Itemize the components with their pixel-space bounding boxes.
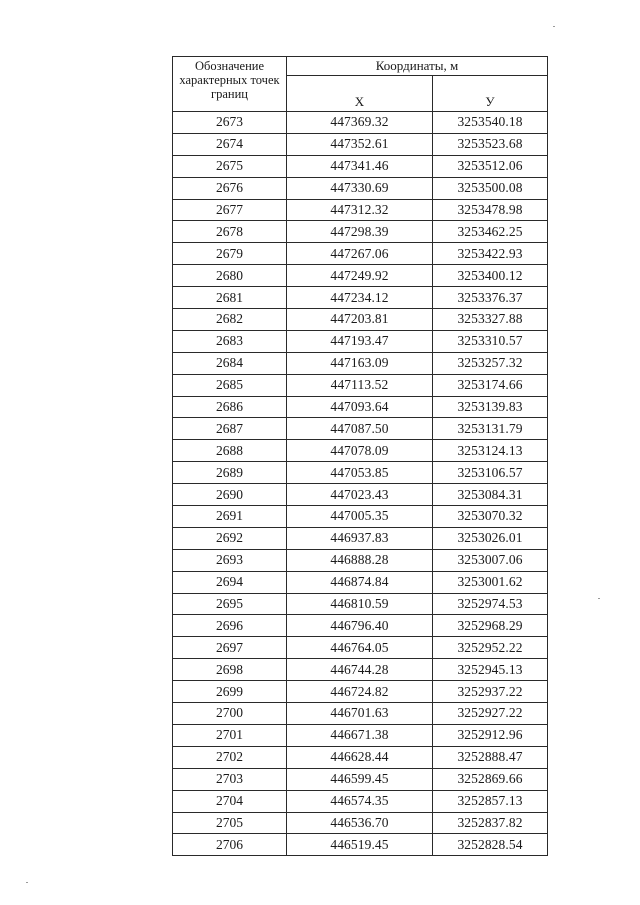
y-coordinate-cell: 3253139.83 [433, 396, 548, 418]
x-coordinate-cell: 446874.84 [287, 571, 433, 593]
point-id-cell: 2697 [173, 637, 287, 659]
point-id-cell: 2685 [173, 374, 287, 396]
table-row [173, 812, 548, 834]
table-row [173, 309, 548, 331]
y-coordinate-cell: 3253174.66 [433, 374, 548, 396]
table-row [173, 462, 548, 484]
point-id-cell: 2691 [173, 506, 287, 528]
table-row [173, 265, 548, 287]
point-id-cell: 2706 [173, 834, 287, 856]
point-id-cell: 2702 [173, 746, 287, 768]
table-row [173, 484, 548, 506]
x-coordinate-cell: 446599.45 [287, 768, 433, 790]
point-id-cell: 2704 [173, 790, 287, 812]
scan-speck [553, 26, 555, 27]
y-coordinate-cell: 3253070.32 [433, 506, 548, 528]
table-row [173, 418, 548, 440]
scan-speck [26, 882, 28, 883]
y-coordinate-cell: 3252828.54 [433, 834, 548, 856]
x-coordinate-cell: 446744.28 [287, 659, 433, 681]
table-row [173, 396, 548, 418]
point-id-cell: 2689 [173, 462, 287, 484]
y-coordinate-cell: 3253124.13 [433, 440, 548, 462]
x-coordinate-cell: 446764.05 [287, 637, 433, 659]
table-row [173, 374, 548, 396]
point-id-cell: 2696 [173, 615, 287, 637]
x-coordinate-cell: 447163.09 [287, 352, 433, 374]
table-row [173, 790, 548, 812]
x-coordinate-cell: 446574.35 [287, 790, 433, 812]
x-coordinate-cell: 447330.69 [287, 177, 433, 199]
y-coordinate-cell: 3253106.57 [433, 462, 548, 484]
x-coordinate-cell: 447341.46 [287, 155, 433, 177]
x-coordinate-cell: 447203.81 [287, 309, 433, 331]
x-coordinate-cell: 446519.45 [287, 834, 433, 856]
x-coordinate-cell: 446701.63 [287, 703, 433, 725]
point-id-cell: 2705 [173, 812, 287, 834]
y-coordinate-cell: 3252937.22 [433, 681, 548, 703]
point-id-cell: 2674 [173, 133, 287, 155]
y-coordinate-cell: 3253131.79 [433, 418, 548, 440]
point-id-cell: 2700 [173, 703, 287, 725]
x-coordinate-cell: 446671.38 [287, 724, 433, 746]
y-coordinate-cell: 3252888.47 [433, 746, 548, 768]
y-coordinate-cell: 3252927.22 [433, 703, 548, 725]
point-id-cell: 2695 [173, 593, 287, 615]
table-row [173, 724, 548, 746]
x-coordinate-cell: 447352.61 [287, 133, 433, 155]
y-coordinate-cell: 3253007.06 [433, 549, 548, 571]
table-row [173, 593, 548, 615]
table-row [173, 440, 548, 462]
y-coordinate-cell: 3253512.06 [433, 155, 548, 177]
table-row [173, 659, 548, 681]
x-coordinate-cell: 447249.92 [287, 265, 433, 287]
x-coordinate-cell: 447234.12 [287, 287, 433, 309]
y-coordinate-cell: 3252952.22 [433, 637, 548, 659]
y-coordinate-cell: 3252945.13 [433, 659, 548, 681]
point-id-cell: 2701 [173, 724, 287, 746]
x-coordinate-cell: 446536.70 [287, 812, 433, 834]
x-coordinate-cell: 447267.06 [287, 243, 433, 265]
x-coordinate-cell: 447093.64 [287, 396, 433, 418]
point-id-cell: 2684 [173, 352, 287, 374]
table-row [173, 330, 548, 352]
y-coordinate-cell: 3252869.66 [433, 768, 548, 790]
y-coordinate-cell: 3253001.62 [433, 571, 548, 593]
table-row [173, 571, 548, 593]
x-coordinate-cell: 447023.43 [287, 484, 433, 506]
y-coordinate-cell: 3253462.25 [433, 221, 548, 243]
y-coordinate-cell: 3252857.13 [433, 790, 548, 812]
point-id-cell: 2699 [173, 681, 287, 703]
table-row [173, 352, 548, 374]
point-id-cell: 2677 [173, 199, 287, 221]
y-coordinate-cell: 3253500.08 [433, 177, 548, 199]
x-coordinate-cell: 446628.44 [287, 746, 433, 768]
table-row [173, 287, 548, 309]
point-id-cell: 2676 [173, 177, 287, 199]
table-row [173, 199, 548, 221]
y-coordinate-cell: 3253257.32 [433, 352, 548, 374]
y-coordinate-cell: 3253310.57 [433, 330, 548, 352]
point-id-cell: 2694 [173, 571, 287, 593]
point-id-cell: 2688 [173, 440, 287, 462]
x-coordinate-cell: 446810.59 [287, 593, 433, 615]
point-id-cell: 2690 [173, 484, 287, 506]
point-id-cell: 2679 [173, 243, 287, 265]
y-coordinate-cell: 3253376.37 [433, 287, 548, 309]
x-coordinate-cell: 447005.35 [287, 506, 433, 528]
y-coordinate-cell: 3252974.53 [433, 593, 548, 615]
x-coordinate-cell: 447193.47 [287, 330, 433, 352]
point-id-cell: 2703 [173, 768, 287, 790]
y-coordinate-cell: 3252968.29 [433, 615, 548, 637]
y-coordinate-cell: 3252837.82 [433, 812, 548, 834]
header-point-designation: Обозначение характерных точек границ [173, 57, 287, 112]
table-row [173, 177, 548, 199]
table-row [173, 549, 548, 571]
x-coordinate-cell: 446937.83 [287, 527, 433, 549]
point-id-cell: 2675 [173, 155, 287, 177]
table-row [173, 681, 548, 703]
point-id-cell: 2681 [173, 287, 287, 309]
x-coordinate-cell: 447312.32 [287, 199, 433, 221]
table-row [173, 243, 548, 265]
y-coordinate-cell: 3253523.68 [433, 133, 548, 155]
scan-speck [598, 598, 600, 599]
y-coordinate-cell: 3253540.18 [433, 112, 548, 134]
point-id-cell: 2682 [173, 309, 287, 331]
header-x: X [287, 76, 433, 112]
point-id-cell: 2687 [173, 418, 287, 440]
point-id-cell: 2693 [173, 549, 287, 571]
point-id-cell: 2673 [173, 112, 287, 134]
table-row [173, 221, 548, 243]
header-y: У [433, 76, 548, 112]
x-coordinate-cell: 447298.39 [287, 221, 433, 243]
table-row [173, 527, 548, 549]
table-body [173, 112, 548, 856]
x-coordinate-cell: 447369.32 [287, 112, 433, 134]
point-id-cell: 2686 [173, 396, 287, 418]
point-id-cell: 2680 [173, 265, 287, 287]
coordinates-table [172, 56, 548, 856]
y-coordinate-cell: 3253400.12 [433, 265, 548, 287]
y-coordinate-cell: 3253422.93 [433, 243, 548, 265]
point-id-cell: 2678 [173, 221, 287, 243]
x-coordinate-cell: 447053.85 [287, 462, 433, 484]
y-coordinate-cell: 3253084.31 [433, 484, 548, 506]
table-row [173, 746, 548, 768]
table-row [173, 703, 548, 725]
x-coordinate-cell: 447078.09 [287, 440, 433, 462]
x-coordinate-cell: 447113.52 [287, 374, 433, 396]
y-coordinate-cell: 3253026.01 [433, 527, 548, 549]
table-row [173, 615, 548, 637]
point-id-cell: 2698 [173, 659, 287, 681]
table-row [173, 834, 548, 856]
x-coordinate-cell: 446796.40 [287, 615, 433, 637]
y-coordinate-cell: 3253327.88 [433, 309, 548, 331]
point-id-cell: 2683 [173, 330, 287, 352]
table-row [173, 155, 548, 177]
x-coordinate-cell: 446724.82 [287, 681, 433, 703]
table-row [173, 112, 548, 134]
x-coordinate-cell: 446888.28 [287, 549, 433, 571]
table-row [173, 768, 548, 790]
point-id-cell: 2692 [173, 527, 287, 549]
x-coordinate-cell: 447087.50 [287, 418, 433, 440]
table-row [173, 506, 548, 528]
y-coordinate-cell: 3253478.98 [433, 199, 548, 221]
table-row [173, 637, 548, 659]
table-row [173, 133, 548, 155]
header-coordinates: Координаты, м [287, 57, 548, 76]
y-coordinate-cell: 3252912.96 [433, 724, 548, 746]
